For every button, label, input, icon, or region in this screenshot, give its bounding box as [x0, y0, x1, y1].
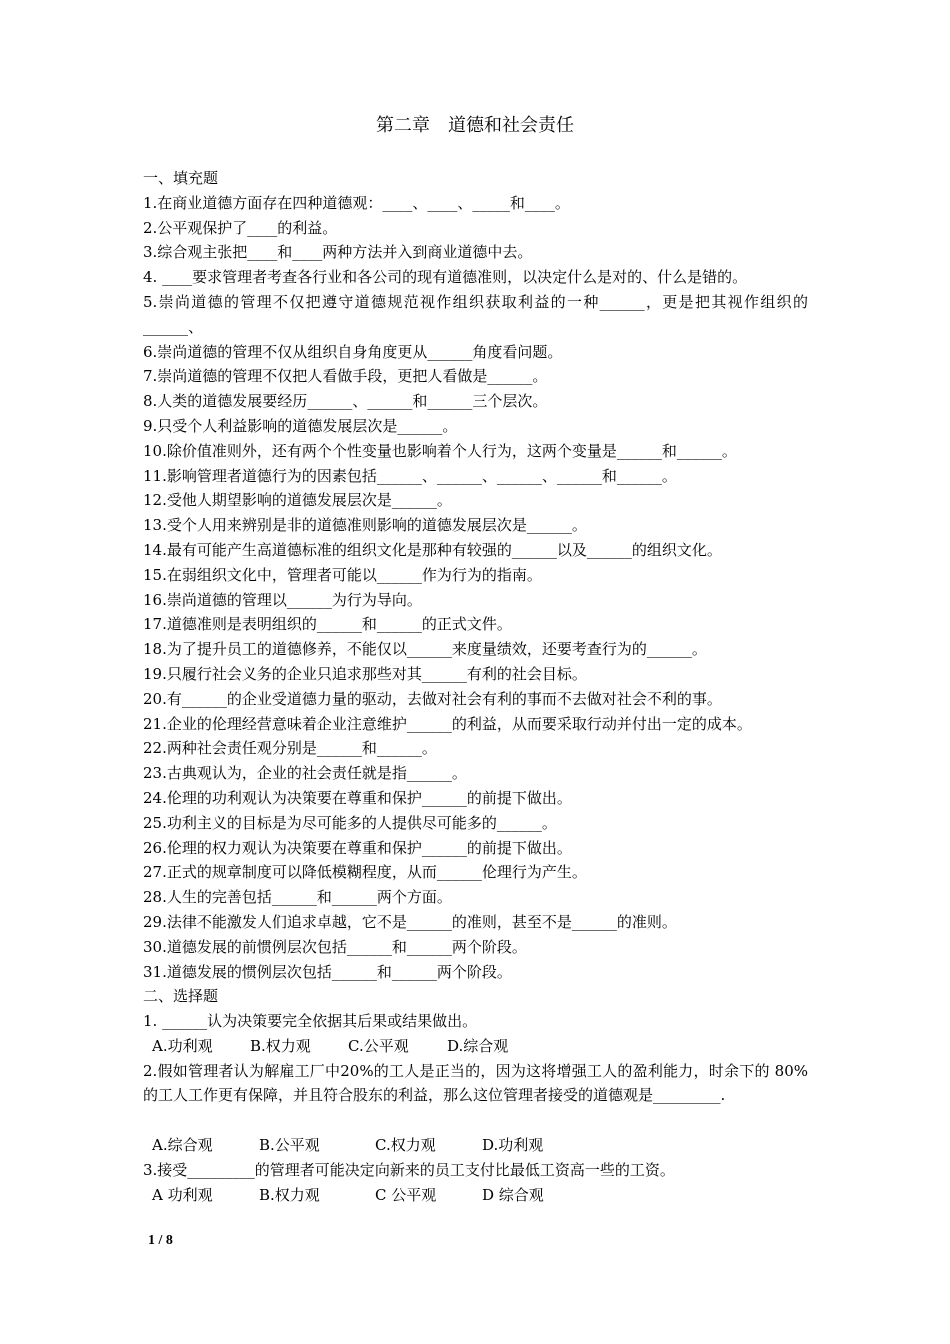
choice-option: B.公平观	[259, 1136, 320, 1155]
choice-option: C.公平观	[348, 1036, 409, 1055]
fill-item: 29.法律不能激发人们追求卓越，它不是______的准则，甚至不是______的准则。	[143, 912, 677, 931]
fill-item: 4. ____要求管理者考查各行业和各公司的现有道德准则，以决定什么是对的、什么是错的。	[143, 268, 748, 287]
fill-item: 1.在商业道德方面存在四种道德观：____、____、_____和____。	[143, 193, 570, 212]
fill-item: 20.有______的企业受道德力量的驱动，去做对社会有利的事而不去做对社会不利的事。	[143, 689, 722, 708]
fill-item: 3.综合观主张把____和____两种方法并入到商业道德中去。	[143, 243, 533, 262]
fill-item: 21.企业的伦理经营意味着企业注意维护______的利益，从而要采取行动并付出一定的成本。	[143, 714, 752, 733]
choice-question: 2.假如管理者认为解雇工厂中20%的工人是正当的，因为这将增强工人的盈利能力，时余下的 80%的工人工作更有保障，并且符合股东的利益，那么这位管理者接受的道德观是_________.	[143, 1061, 808, 1105]
fill-item: 23.古典观认为，企业的社会责任就是指______。	[143, 764, 467, 783]
fill-item: 13.受个人用来辨别是非的道德准则影响的道德发展层次是______。	[143, 516, 587, 535]
fill-item: 7.崇尚道德的管理不仅把人看做手段，更把人看做是______。	[143, 367, 548, 386]
fill-item: 6.崇尚道德的管理不仅从组织自身角度更从______角度看问题。	[143, 342, 563, 361]
choice-section-heading: 二、选择题	[143, 987, 219, 1006]
fill-item: 10.除价值准则外，还有两个个性变量也影响着个人行为，这两个变量是______和______。	[143, 441, 737, 460]
choice-options	[143, 1034, 808, 1059]
fill-item: 30.道德发展的前惯例层次包括______和______两个阶段。	[143, 937, 527, 956]
fill-item: 5.崇尚道德的管理不仅把遵守道德规范视作组织获取利益的一种______，更是把其视作组织的______、	[143, 292, 808, 336]
choice-question: 3.接受_________的管理者可能决定向新来的员工支付比最低工资高一些的工资。	[143, 1160, 675, 1179]
choice-option: A 功利观	[152, 1185, 213, 1204]
choice-option: B.权力观	[250, 1036, 311, 1055]
page-number: 1 / 8	[148, 1233, 173, 1248]
fill-item: 22.两种社会责任观分别是______和______。	[143, 739, 437, 758]
fill-item: 24.伦理的功利观认为决策要在尊重和保护______的前提下做出。	[143, 788, 572, 807]
fill-item: 14.最有可能产生高道德标准的组织文化是那种有较强的______以及______的组织文化。	[143, 540, 722, 559]
choice-option: C.权力观	[375, 1136, 436, 1155]
fill-item: 2.公平观保护了____的利益。	[143, 218, 338, 237]
choice-option: D.综合观	[447, 1036, 509, 1055]
choice-option: B.权力观	[259, 1185, 320, 1204]
fill-item: 16.崇尚道德的管理以______为行为导向。	[143, 590, 422, 609]
fill-item: 11.影响管理者道德行为的因素包括______、______、______、______和______。	[143, 466, 677, 485]
fill-item: 19.只履行社会义务的企业只追求那些对其______有利的社会目标。	[143, 664, 587, 683]
fill-item: 18.为了提升员工的道德修养，不能仅以______来度量绩效，还要考查行为的______。	[143, 640, 707, 659]
fill-item: 17.道德准则是表明组织的______和______的正式文件。	[143, 615, 512, 634]
fill-item: 8.人类的道德发展要经历______、______和______三个层次。	[143, 392, 548, 411]
choice-option: A.综合观	[152, 1136, 213, 1155]
fill-item: 28.人生的完善包括______和______两个方面。	[143, 888, 452, 907]
fill-item: 26.伦理的权力观认为决策要在尊重和保护______的前提下做出。	[143, 838, 572, 857]
choice-options	[143, 1183, 808, 1208]
choice-option: D 综合观	[482, 1185, 544, 1204]
choice-options	[143, 1133, 808, 1158]
fill-item: 9.只受个人利益影响的道德发展层次是______。	[143, 416, 458, 435]
fill-item: 31.道德发展的惯例层次包括______和______两个阶段。	[143, 962, 512, 981]
choice-option: D.功利观	[482, 1136, 544, 1155]
fill-item: 25.功利主义的目标是为尽可能多的人提供尽可能多的______。	[143, 813, 557, 832]
fill-item: 12.受他人期望影响的道德发展层次是______。	[143, 491, 452, 510]
page-title: 第二章 道德和社会责任	[376, 115, 574, 136]
fill-item: 15.在弱组织文化中，管理者可能以______作为行为的指南。	[143, 565, 542, 584]
fill-item: 27.正式的规章制度可以降低模糊程度，从而______伦理行为产生。	[143, 863, 587, 882]
choice-option: C 公平观	[375, 1185, 437, 1204]
choice-option: A.功利观	[152, 1036, 213, 1055]
fill-section-heading: 一、填充题	[143, 169, 219, 187]
choice-question: 1. ______认为决策要完全依据其后果或结果做出。	[143, 1012, 478, 1031]
document-body	[143, 166, 808, 1207]
